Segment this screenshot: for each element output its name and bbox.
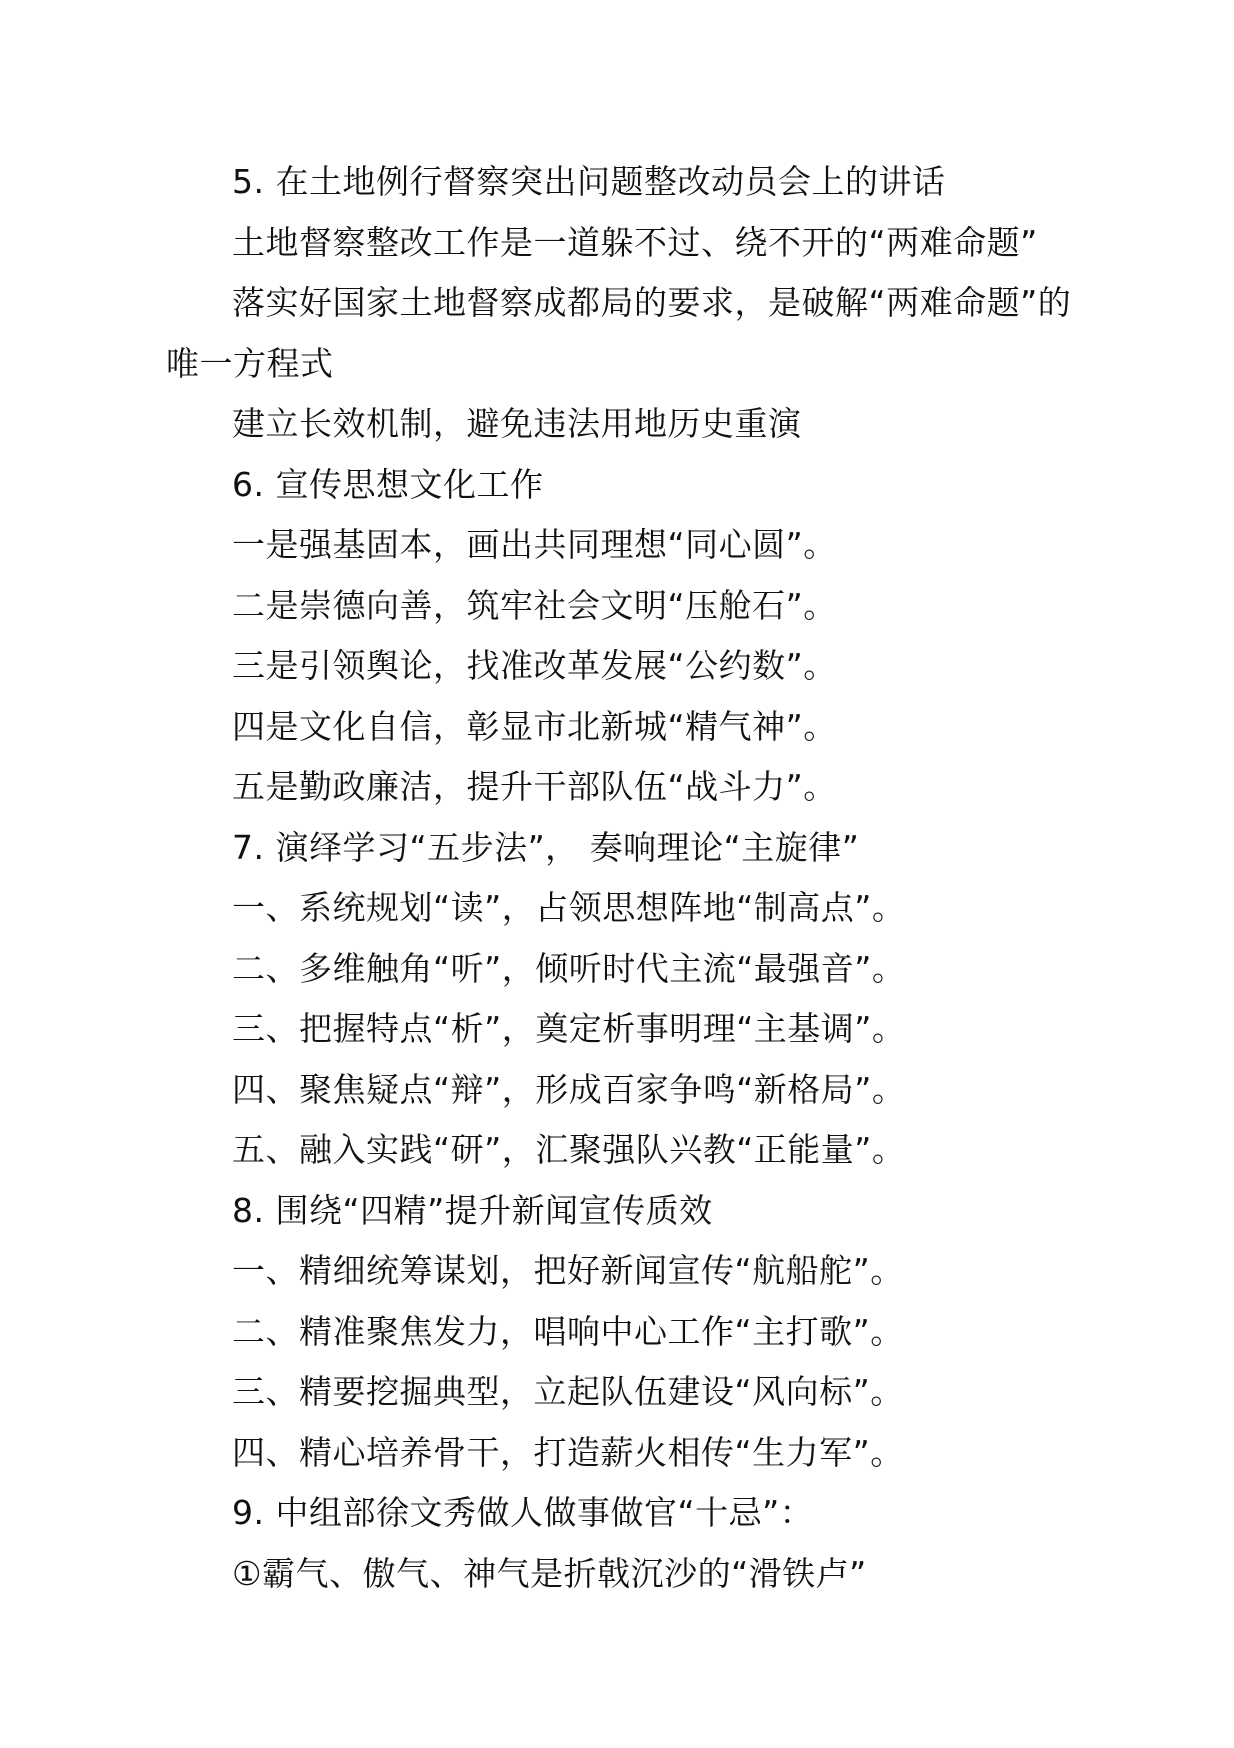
heading-item-8: 8. 围绕“四精”提升新闻宣传质效 bbox=[232, 1190, 713, 1230]
list-item: 一、精细统筹谋划，把好新闻宣传“航船舵”。 bbox=[232, 1251, 904, 1290]
list-item: 二、精准聚焦发力，唱响中心工作“主打歌”。 bbox=[232, 1311, 904, 1351]
paragraph-line: 土地督察整改工作是一道躲不过、绕不开的“两难命题” bbox=[232, 222, 1038, 262]
list-item: 四、精心培养骨干，打造薪火相传“生力军”。 bbox=[232, 1432, 904, 1472]
paragraph-line: 落实好国家土地督察成都局的要求，是破解“两难命题”的 bbox=[232, 283, 1072, 322]
list-item: 二、多维触角“听”，倾听时代主流“最强音”。 bbox=[232, 948, 906, 988]
list-item: 三是引领舆论，找准改革发展“公约数”。 bbox=[232, 646, 837, 685]
heading-item-7: 7. 演绎学习“五步法”， 奏响理论“主旋律” bbox=[232, 827, 860, 867]
heading-item-6: 6. 宣传思想文化工作 bbox=[232, 464, 544, 504]
list-item: 一、系统规划“读”，占领思想阵地“制高点”。 bbox=[232, 888, 906, 927]
list-item: 五是勤政廉洁，提升干部队伍“战斗力”。 bbox=[232, 767, 837, 806]
list-item: 四是文化自信，彰显市北新城“精气神”。 bbox=[232, 706, 837, 746]
paragraph-line: 建立长效机制，避免违法用地历史重演 bbox=[232, 404, 802, 443]
list-item: 四、聚焦疑点“辩”，形成百家争鸣“新格局”。 bbox=[232, 1069, 906, 1109]
list-item: 一是强基固本，画出共同理想“同心圆”。 bbox=[232, 525, 837, 564]
heading-item-9: 9. 中组部徐文秀做人做事做官“十忌”： bbox=[232, 1493, 814, 1532]
list-item: 二是崇德向善，筑牢社会文明“压舱石”。 bbox=[232, 585, 837, 625]
list-item: 三、精要挖掘典型，立起队伍建设“风向标”。 bbox=[232, 1372, 904, 1411]
list-item: 三、把握特点“析”，奠定析事明理“主基调”。 bbox=[232, 1009, 906, 1048]
list-item: ①霸气、傲气、神气是折戟沉沙的“滑铁卢” bbox=[232, 1553, 867, 1593]
paragraph-line-continuation: 唯一方程式 bbox=[166, 343, 334, 383]
list-item: 五、融入实践“研”，汇聚强队兴教“正能量”。 bbox=[232, 1130, 906, 1169]
heading-item-5: 5. 在土地例行督察突出问题整改动员会上的讲话 bbox=[232, 162, 946, 201]
document-body bbox=[166, 152, 1126, 1604]
